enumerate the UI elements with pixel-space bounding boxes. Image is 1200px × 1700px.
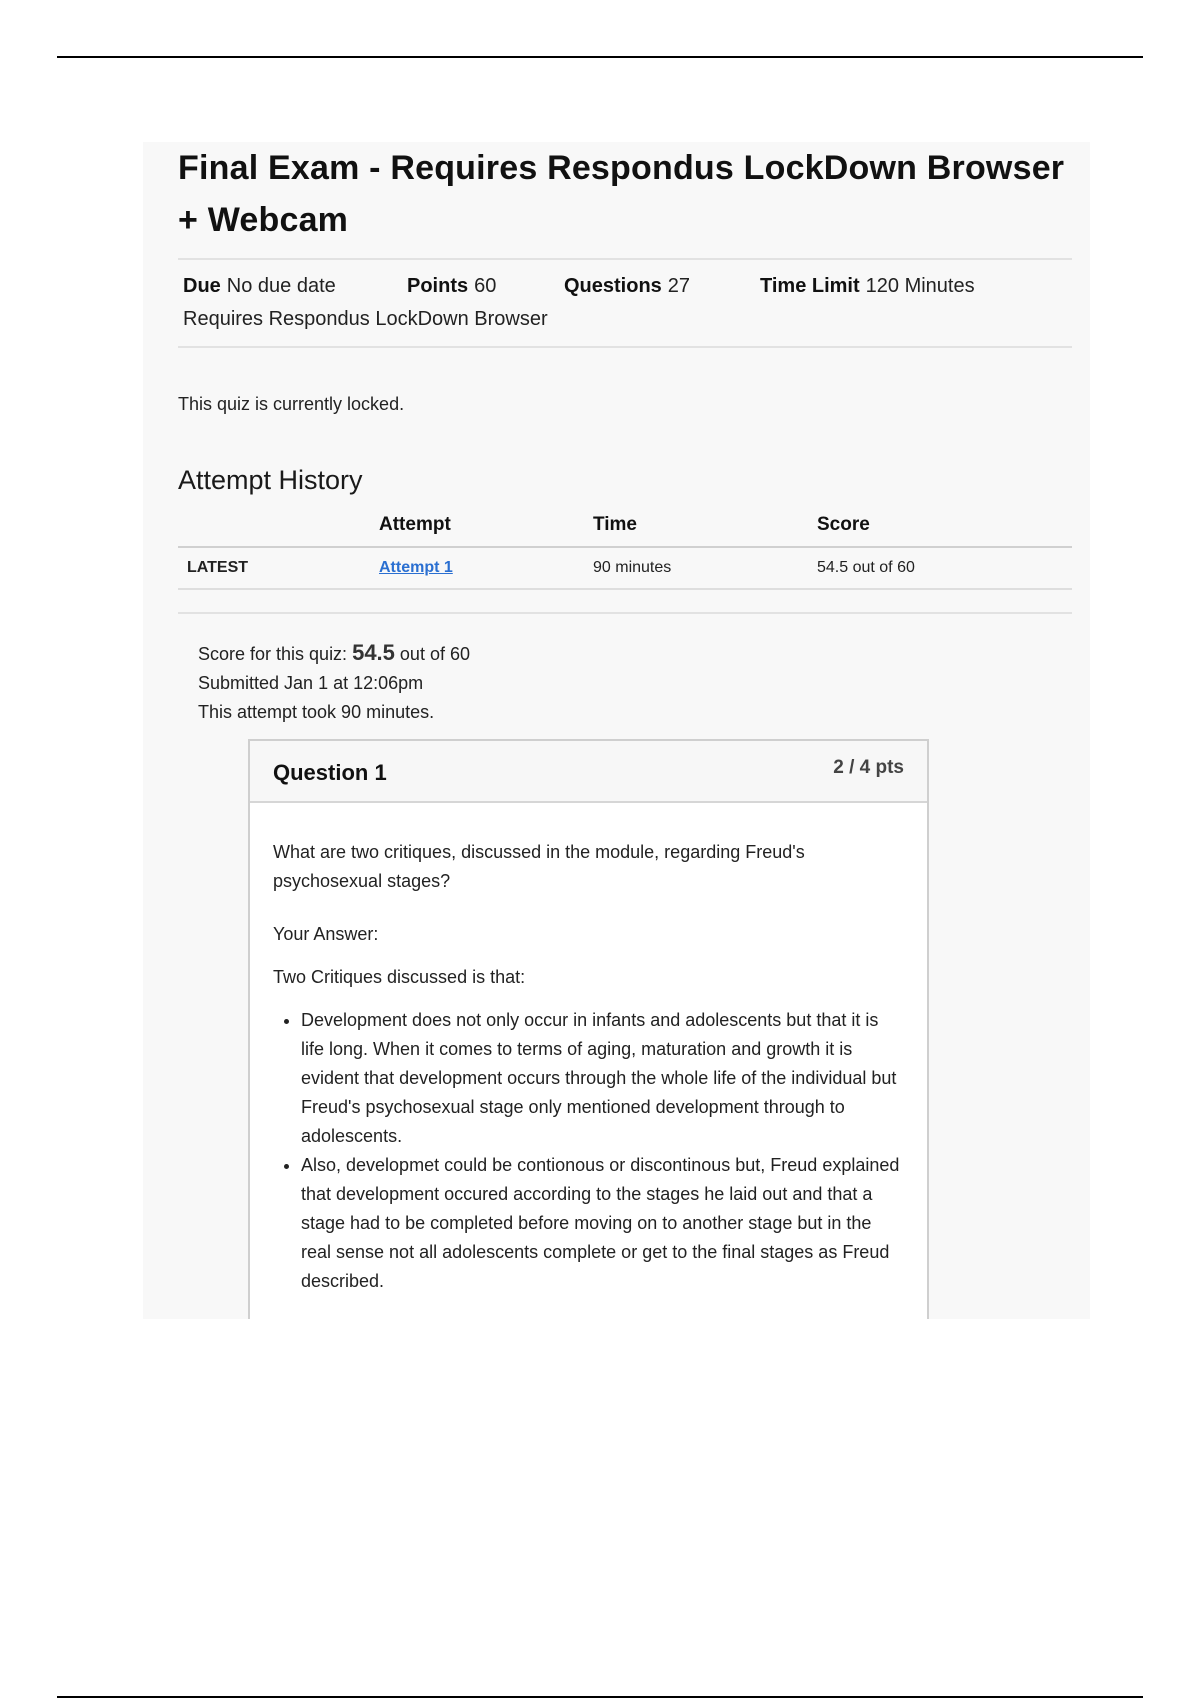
list-item: • Also, developmet could be contionous or discontinous but, Freud explained that development occured according to the stages he laid out and that a stage had to be completed before moving on to another stage but in the real sense not all adolescents complete or get to the final stages as Freud described.	[301, 1151, 903, 1296]
quiz-content	[178, 142, 1072, 727]
question-prompt: What are two critiques, discussed in the module, regarding Freud's psychosexual stages?	[273, 842, 805, 891]
score-cell: 54.5 out of 60	[817, 547, 1072, 589]
attempt-history-heading: Attempt History	[178, 465, 363, 495]
column-header-attempt: Attempt	[379, 514, 593, 547]
question-title: Question 1	[273, 760, 387, 785]
score-value: 54.5	[352, 640, 395, 665]
list-item: • Development does not only occur in infants and adolescents but that it is life long. When it comes to terms of aging, maturation and growth it is evident that development occurs through the whole life of the individual but Freud's psychosexual stage only mentioned development through to adolescents.	[301, 1006, 903, 1151]
page-top-rule	[57, 56, 1143, 58]
questions-value: 27	[667, 275, 691, 297]
column-header-tag	[178, 514, 379, 547]
exam-title: Final Exam - Requires Respondus LockDown Browser + Webcam	[178, 149, 1065, 239]
your-answer-label: Your Answer:	[273, 924, 379, 944]
questions-detail	[564, 270, 760, 303]
attempt-cell	[379, 547, 593, 589]
submitted-line: Submitted Jan 1 at 12:06pm	[198, 673, 424, 693]
points-label: Points	[407, 275, 469, 297]
details-divider	[178, 346, 1072, 348]
due-detail	[183, 270, 407, 303]
latest-tag: LATEST	[178, 547, 379, 589]
time-limit-detail	[760, 270, 975, 303]
time-limit-label: Time Limit	[760, 275, 860, 297]
column-header-time: Time	[593, 514, 817, 547]
question-header	[250, 741, 927, 803]
table-header-row	[178, 514, 1072, 547]
question-body	[250, 803, 927, 1296]
time-cell: 90 minutes	[593, 547, 817, 589]
score-line	[198, 638, 1072, 669]
due-label: Due	[183, 275, 221, 297]
quiz-screenshot	[143, 142, 1090, 1319]
history-divider	[178, 612, 1072, 614]
time-limit-value: 120 Minutes	[865, 275, 975, 297]
table-row	[178, 547, 1072, 589]
page-bottom-rule	[57, 1696, 1143, 1698]
lockdown-requirement: Requires Respondus LockDown Browser	[183, 308, 548, 330]
questions-label: Questions	[564, 275, 662, 297]
question-points: 2 / 4 pts	[833, 757, 904, 778]
answer-list	[273, 1006, 903, 1296]
quiz-details-row	[183, 270, 1067, 303]
score-prefix: Score for this quiz:	[198, 644, 348, 664]
duration-line: This attempt took 90 minutes.	[198, 702, 435, 722]
score-summary	[178, 638, 1072, 727]
locked-message: This quiz is currently locked.	[178, 394, 405, 414]
attempt-history-table	[178, 514, 1072, 590]
points-detail	[407, 270, 564, 303]
attempt-1-link[interactable]: Attempt 1	[379, 559, 453, 576]
column-header-score: Score	[817, 514, 1072, 547]
due-value: No due date	[226, 275, 336, 297]
points-value: 60	[474, 275, 497, 297]
question-card	[248, 739, 929, 1319]
score-suffix: out of 60	[399, 644, 470, 664]
quiz-details	[178, 260, 1072, 346]
answer-intro: Two Critiques discussed is that:	[273, 967, 526, 987]
